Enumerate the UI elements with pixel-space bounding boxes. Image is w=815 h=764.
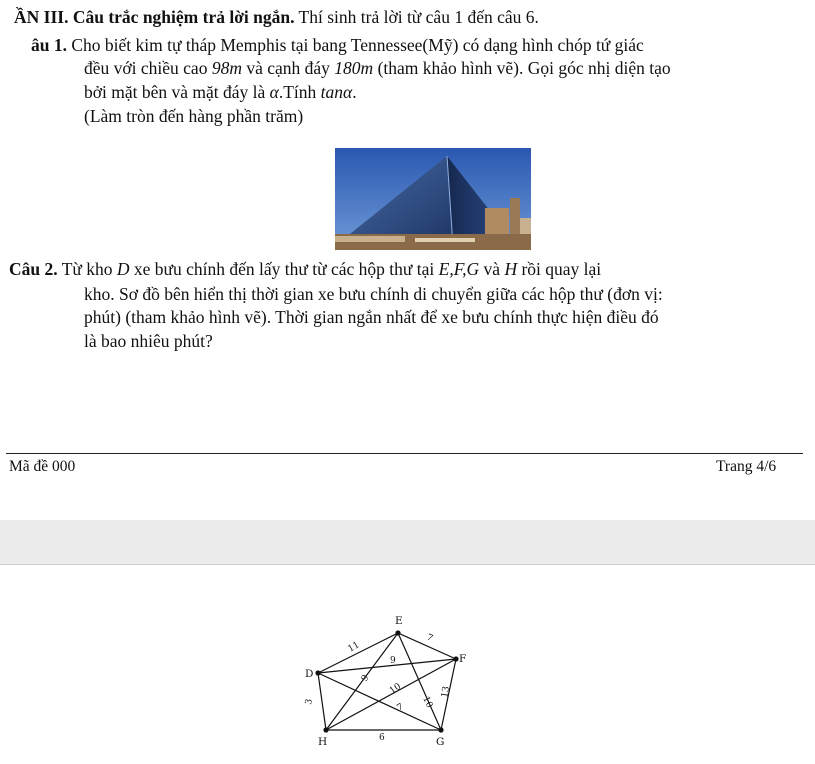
- pyramid-base: 180m: [334, 58, 374, 78]
- question-2-line-3: phút) (tham khảo hình vẽ). Thời gian ngắn nhất để xe bưu chính thực hiện điều đó: [84, 307, 659, 327]
- weight-df: 9: [390, 656, 396, 666]
- weight-dg: 9: [359, 673, 372, 684]
- weight-fg: 13: [440, 685, 452, 699]
- node-label-e: E: [395, 615, 403, 627]
- node-label-h: H: [318, 736, 328, 748]
- question-1-line-3: bởi mặt bên và mặt đáy là α.Tính tanα.: [84, 82, 357, 102]
- question-2-line-2: kho. Sơ đồ bên hiển thị thời gian xe bưu chính di chuyển giữa các hộp thư (đơn vị:: [84, 284, 663, 304]
- question-1-line-1: âu 1. Cho biết kim tự tháp Memphis tại bang Tennessee(Mỹ) có dạng hình chóp tứ giác: [31, 35, 644, 55]
- mail-route-graph: [296, 602, 496, 754]
- weight-eh: 10: [387, 681, 404, 697]
- weight-dh: 3: [304, 698, 315, 706]
- tan-alpha: tanα: [320, 82, 353, 102]
- question-2-line-4: là bao nhiêu phút?: [84, 331, 213, 351]
- node-e: [395, 630, 400, 635]
- section-heading-bold: ẦN III. Câu trắc nghiệm trả lời ngắn.: [14, 7, 295, 27]
- weight-de: 11: [346, 640, 362, 655]
- page-gap: [0, 520, 815, 564]
- question-2-label: Câu 2.: [9, 259, 58, 279]
- weight-eg: 10: [420, 695, 435, 710]
- node-d: [315, 670, 320, 675]
- node-h: [323, 727, 328, 732]
- node-label-g: G: [436, 736, 445, 748]
- footer-divider: [6, 453, 803, 454]
- page-gap-edge: [0, 564, 815, 565]
- pyramid-photo: [335, 148, 531, 250]
- node-label-d: D: [305, 668, 314, 680]
- weight-fh: 7: [395, 702, 406, 714]
- question-1-label: âu 1.: [31, 35, 67, 55]
- node-label-f: F: [459, 653, 467, 665]
- question-2-line-1: Câu 2. Từ kho D xe bưu chính đến lấy thư từ các hộp thư tại E,F,G và H rồi quay lại: [9, 259, 602, 279]
- pyramid-height: 98m: [211, 58, 242, 78]
- weight-hg: 6: [379, 733, 385, 743]
- exam-code: Mã đề 000: [9, 458, 76, 475]
- page-number: Trang 4/6: [716, 458, 777, 475]
- question-1-line-4: (Làm tròn đến hàng phần trăm): [84, 106, 304, 126]
- section-heading-rest: Thí sinh trả lời từ câu 1 đến câu 6.: [298, 7, 539, 27]
- question-1-line-2: đều với chiều cao 98m và cạnh đáy 180m (tham khảo hình vẽ). Gọi góc nhị diện tạo: [84, 58, 671, 78]
- edge-dh: [318, 673, 326, 730]
- node-g: [438, 727, 443, 732]
- edge-de: [318, 633, 398, 673]
- node-f: [453, 656, 458, 661]
- angle-alpha: α: [269, 82, 279, 102]
- section-heading: [14, 7, 539, 27]
- weight-ef: 7: [424, 632, 435, 645]
